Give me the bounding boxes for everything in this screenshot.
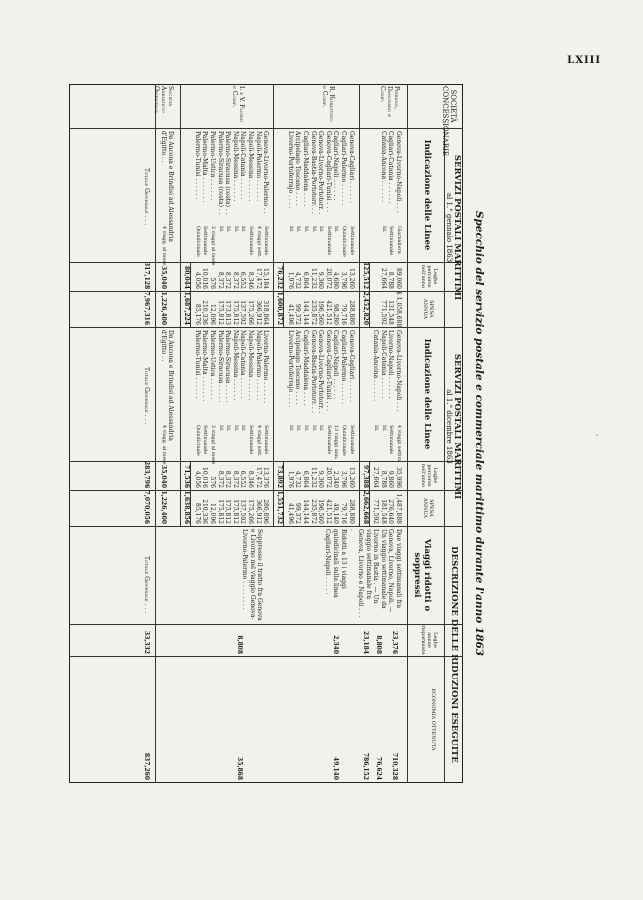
group3-leghe: 6,552: [239, 271, 247, 289]
group2-line-name: Cagliari-Palermo . . . . . .: [340, 131, 347, 206]
group2-line-name: Livorno-Portoferrajo . . . .: [286, 330, 294, 408]
group2-spesa: 79,716: [340, 503, 347, 524]
row-rule: [190, 262, 191, 327]
group2-leghe: 11,232: [309, 268, 317, 289]
group2-frequency: Quindicinale: [341, 425, 346, 456]
group2-frequency: Settimanale: [325, 226, 331, 256]
group2-line-name: Cagliari-Maddalena . . . .: [302, 330, 309, 406]
group2-leghe: 4,680: [332, 271, 340, 289]
society-header: SOCIETÀ CONCESSIONARIE: [440, 86, 457, 156]
group2-line-name: Genova-Bastia-Portotorr. . .: [309, 131, 317, 214]
group3-leghe: 8,372: [231, 470, 239, 488]
group3-line-name: Napoli-Palermo . . . . . .: [254, 131, 262, 202]
group1-leghe: 9,860: [387, 470, 395, 488]
group2-frequency: Id.: [318, 226, 324, 233]
group1-spesa: 771,592: [379, 300, 387, 325]
group1-frequency: Giornaliera: [396, 226, 401, 254]
group2-spesa: 98,280: [332, 304, 340, 325]
group3-line-name: Palermo-Siracusa (costa) . .: [224, 131, 232, 215]
group2-leghe: 11,232: [309, 467, 317, 488]
group1-line-name: Catania-Ancona . . . . . .: [379, 131, 387, 203]
group1-line-name: Livorno-Napoli . . . . . .: [387, 330, 395, 399]
group1-frequency: Id.: [380, 226, 386, 233]
group2-leghe: 1,976: [286, 271, 294, 289]
group2-frequency: Settimanale: [348, 226, 354, 256]
row-rule: [273, 84, 274, 526]
group3-leghe: 8,372: [231, 271, 239, 289]
group3-leghe: 17,472: [254, 268, 262, 289]
group3-line-name: Palermo-Ustica . . . . . .: [209, 330, 216, 400]
left-leghe-header: Leghe percorse nell'anno: [420, 264, 438, 289]
group2-leghe: 4,732: [294, 271, 302, 289]
group2-total-spesa: 1,600,872: [276, 291, 284, 325]
group3-line-name: Livorno-Palermo . . . . . .: [262, 330, 270, 404]
group3-line-name: Napoli-Messina . . . . . .: [247, 131, 254, 202]
row-rule: [444, 526, 445, 783]
reduction-note: Ridotti a 13 i viaggi quindicinali sulla linea Cagliari-Napoli . . . . .: [324, 529, 347, 598]
group2-spesa: 99,372: [294, 503, 302, 524]
group3-leghe: 8,372: [224, 271, 232, 289]
group3-spesa: 210,336: [201, 499, 209, 524]
left-lines-header: Indicazione delle Linee: [422, 139, 432, 251]
group3-frequency: Id.: [232, 226, 238, 233]
reductions-header: DESCRIZIONE DELLE RIDUZIONI ESEGUITE: [449, 546, 459, 763]
group2-spesa: 41,496: [286, 304, 294, 325]
group2-frequency: Settimanale: [325, 425, 331, 455]
group4-right-spesa: 1,226,400: [160, 490, 168, 524]
group1-spesa: 131,548: [387, 300, 395, 325]
group3-spesa: 175,266: [247, 300, 254, 325]
left-spesa-header: SPESA ANNUA: [422, 298, 434, 320]
group3-frequency: Id.: [232, 425, 238, 432]
group2-spesa: 235,872: [309, 300, 317, 325]
group3-frequency: Quindicinale: [194, 226, 200, 257]
group3-spesa: 175,812: [216, 300, 224, 325]
group3-total-spesa: 1,687,224: [183, 291, 191, 325]
reduction-leghe: 2,340: [331, 635, 339, 654]
group2-spesa: 235,872: [309, 499, 317, 524]
group2-frequency: Id.: [318, 425, 324, 432]
group3-leghe: 8,372: [216, 470, 224, 488]
reduction-note: Due viaggi settimanali fra Genova, Livorno, Napoli. — Un viaggio settimanale da Livorno in Bastia . — Un viaggio settimanale fra Genova, Livorno e Napoli . . . .: [349, 529, 402, 618]
group3-frequency: 4 viaggi sett.: [255, 425, 261, 457]
group2-frequency: Id.: [303, 226, 308, 233]
group3-spesa: 12,096: [209, 304, 216, 325]
group1-frequency: Id.: [373, 425, 379, 432]
group3-spesa: 175,812: [216, 499, 224, 524]
group2-line-name: Genova-Bastia-Portotorr. . .: [309, 330, 317, 413]
group4-frequency: 4 viagg. al mese: [161, 226, 167, 266]
group2-spesa: 421,512: [324, 499, 332, 524]
group2-leghe: 2,340: [332, 470, 340, 488]
group2-total-leghe: 73,892: [276, 465, 284, 488]
group1-leghe: 89,060: [395, 268, 402, 289]
group2-line-name: Genova-Cagliari . . . . . .: [347, 330, 355, 402]
group3-frequency: Settimanale: [202, 425, 208, 455]
group2-frequency: Id.: [310, 226, 316, 233]
group3-leghe: 8,372: [224, 470, 232, 488]
row-rule: [180, 84, 181, 526]
society-name: Peirano, Danovaro e Comp.: [379, 86, 400, 118]
group1-total-leghe: 125,512: [361, 262, 369, 290]
page-number: LXIII: [567, 55, 601, 66]
group4-line-name: Da Ancona e Brindisi ad Alessandria d'Egitto . .: [159, 131, 175, 242]
reduction-economia: 710,328: [391, 752, 398, 780]
group3-frequency: Quindicinale: [194, 425, 200, 456]
group2-line-name: Arcipelago Toscano . . . .: [294, 330, 302, 405]
group2-spesa: 144,144: [302, 300, 309, 325]
group2-spesa: 49,140: [332, 503, 340, 524]
group2-line-name: Arcipelago Toscano . . . .: [294, 131, 302, 206]
group3-frequency: Settimanale: [248, 425, 253, 455]
group3-frequency: Settimanale: [248, 226, 253, 256]
group4-right-leghe: 35,040: [160, 465, 168, 488]
group2-leghe: 3,796: [340, 470, 347, 488]
group2-spesa: 288,880: [347, 499, 355, 524]
group3-frequency: Id.: [225, 226, 231, 233]
group3-leghe: 15,184: [262, 268, 270, 289]
group2-line-name: Cagliari-Maddalena . . . .: [302, 131, 309, 207]
column-rule: [69, 526, 463, 527]
group3-line-name: Napoli-Palermo . . . . . .: [254, 330, 262, 401]
row-rule: [369, 262, 370, 327]
group3-line-name: Palermo-Malta . . . . . . .: [201, 330, 209, 402]
group2-spesa: 41,496: [286, 503, 294, 524]
group2-spesa: 196,560: [317, 499, 325, 524]
group2-spesa: 288,880: [347, 300, 355, 325]
group3-spesa: 366,912: [254, 300, 262, 325]
group3-spesa: 85,176: [193, 304, 201, 325]
group3-frequency: Id.: [240, 425, 246, 432]
group3-spesa: 175,812: [224, 499, 232, 524]
group2-spesa: 79,716: [340, 304, 347, 325]
reduction-economia: 49,140: [331, 757, 339, 780]
society-name: I. e V. Florio e Comp.: [231, 86, 246, 123]
row-rule: [283, 262, 284, 327]
group3-leghe: 13,376: [262, 467, 270, 488]
reduction-economia: 837,260: [143, 752, 151, 780]
group3-line-name: Palermo-Tunisi . . . . . .: [193, 131, 201, 200]
group1-leghe: 8,788: [387, 271, 395, 289]
group1-line-name: Cagliari-Catania . . . . . .: [387, 131, 395, 204]
group2-total-leghe: 76,232: [276, 266, 284, 289]
group2-total-spesa: 1,551,732: [276, 490, 284, 524]
group2-leghe: 9,360: [317, 470, 325, 488]
group3-total-leghe: 80,044: [183, 266, 191, 289]
group3-line-name: Genova-Livorno-Palermo . .: [262, 131, 270, 214]
group3-spesa: 173,813: [224, 300, 232, 325]
group2-line-name: Genova-Cagliari . . . . . .: [347, 131, 355, 203]
right-grand-total-spesa: 7,070,056: [143, 490, 151, 524]
right-leghe-header: Leghe percorse nell'anno: [420, 463, 438, 488]
group2-leghe: 4,732: [294, 470, 302, 488]
column-rule: [69, 128, 463, 129]
group2-leghe: 13,260: [347, 268, 355, 289]
reductions-viaggi-header: Viaggi ridotti o soppressi: [412, 538, 432, 612]
group3-frequency: Id.: [217, 425, 223, 432]
table-title: Specchio del servizio postale e commerciale marittimo durante l'anno 1863: [473, 210, 485, 657]
group2-frequency: Id.: [303, 425, 308, 432]
group3-line-name: Napoli-Messina . . . . . .: [231, 330, 239, 401]
group2-leghe: 6,864: [302, 470, 309, 488]
group1-leghe: 8,788: [379, 470, 387, 488]
group2-frequency: Id.: [287, 226, 293, 233]
group3-frequency: Id.: [217, 226, 223, 233]
group4-right-frequency: 4 viagg. al mese: [161, 425, 167, 465]
group3-spesa: 85,176: [193, 503, 201, 524]
group3-line-name: Palermo-Siracusa (costa) . .: [216, 131, 224, 215]
group2-spesa: 144,144: [302, 499, 309, 524]
group2-leghe: 6,864: [302, 271, 309, 289]
group1-leghe: 35,996: [395, 467, 402, 488]
group1-total-spesa: 2,662,668: [361, 490, 369, 524]
group3-frequency: Settimanale: [202, 226, 208, 256]
right-section-header: SERVIZI POSTALI MARITTIMI: [452, 353, 462, 500]
group3-leghe: 8,346: [247, 470, 254, 488]
group1-spesa: 771,592: [372, 499, 380, 524]
group2-leghe: 20,072: [324, 268, 332, 289]
rotated-table-page: [69, 84, 643, 780]
group2-frequency: Id.: [295, 226, 301, 233]
group1-total-leghe: 97,388: [361, 465, 369, 488]
group1-line-name: Genova-Livorno-Napoli . . .: [395, 131, 402, 213]
group2-frequency: Id.: [333, 226, 339, 233]
group2-line-name: Cagliari-Napoli . . . . . .: [332, 131, 340, 201]
group2-spesa: 421,512: [324, 300, 332, 325]
reduction-leghe: 23,184: [361, 631, 369, 654]
row-rule: [155, 84, 156, 783]
group1-leghe: 27,664: [372, 467, 380, 488]
row-rule: [359, 84, 360, 526]
group3-spesa: 175,812: [231, 300, 239, 325]
left-section-header: SERVIZI POSTALI MARITTIMI: [452, 154, 462, 301]
reduction-leghe: 33,332: [143, 631, 151, 654]
group3-frequency: Settimanale: [263, 226, 269, 256]
reduction-leghe: 8,808: [236, 635, 244, 654]
group2-leghe: 9,360: [317, 271, 325, 289]
table-sheet: [69, 84, 485, 783]
group1-spesa: 181,548: [379, 499, 387, 524]
group3-leghe: 4,056: [193, 271, 201, 289]
group3-line-name: Palermo-Ustica . . . . . .: [209, 131, 216, 201]
group1-frequency: 4 viaggi settim.: [396, 425, 401, 463]
society-name: R. Rubattino e Comp.: [320, 86, 335, 122]
group2-leghe: 1,976: [286, 470, 294, 488]
column-rule: [69, 656, 463, 657]
right-spesa-header: SPESA ANNUA: [422, 497, 434, 519]
group3-line-name: Napoli-Messina . . . . . .: [231, 131, 239, 202]
group2-frequency: 13 viaggi ann.: [333, 425, 339, 460]
reductions-economia-header: ECONOMIA OTTENUTA: [430, 688, 436, 751]
reduction-leghe: 8,808: [375, 635, 382, 654]
group3-line-name: Palermo-Siracusa . . . . .: [224, 330, 232, 403]
group2-frequency: Settimanale: [348, 425, 354, 455]
group1-frequency: Id.: [380, 425, 386, 432]
group2-frequency: Quindicinale: [341, 226, 346, 257]
right-lines-header: Indicazione delle Linee: [422, 338, 432, 450]
group2-leghe: 13,260: [347, 467, 355, 488]
group3-frequency: Id.: [240, 226, 246, 233]
group1-line-name: Genova-Livorno-Napoli . . .: [395, 330, 402, 412]
reductions-leghe-header: Leghe annue risparmiate: [420, 625, 438, 655]
reductions-total-label: Totale Generale . . .: [143, 556, 151, 614]
group1-spesa: 1,487,888: [395, 493, 402, 524]
right-section-subheader: al 1.° dicembre 1863: [445, 389, 453, 464]
group3-line-name: Palermo-Malta . . . . . . .: [201, 131, 209, 203]
group4-spesa: 1,226,400: [160, 291, 168, 325]
group3-spesa: 137,592: [239, 499, 247, 524]
group3-frequency: 2 viaggi al mese: [210, 226, 215, 266]
group3-frequency: Id.: [225, 425, 231, 432]
group1-line-name: Catania-Ancona . . . . . .: [372, 330, 380, 402]
group3-leghe: 10,016: [201, 268, 209, 289]
group1-frequency: Settimanale: [388, 226, 394, 256]
group3-line-name: Napoli-Catania . . . . . .: [239, 330, 247, 399]
group2-frequency: Id.: [310, 425, 316, 432]
group3-frequency: 2 viaggi al mese: [210, 425, 215, 465]
group2-line-name: Genova-Livorno-Portotorr. .: [317, 131, 325, 215]
group4-right-line-name: Da Ancona e Brindisi ad Alessandria d'Egitto . .: [159, 330, 175, 441]
group3-leghe: 6,552: [239, 470, 247, 488]
group3-spesa: 175,812: [231, 499, 239, 524]
group1-total-spesa: 2,452,820: [361, 291, 369, 325]
right-grand-total-leghe: 283,796: [143, 461, 151, 489]
group3-leghe: 8,346: [247, 271, 254, 289]
left-section-subheader: al 1.° gennaio 1863: [445, 192, 453, 263]
column-rule: [69, 624, 463, 625]
group2-line-name: Cagliari-Palermo . . . . . .: [340, 330, 347, 405]
group2-leghe: 3,796: [340, 271, 347, 289]
group3-total-leghe: 71,536: [183, 465, 191, 488]
group1-frequency: Settimanale: [388, 425, 394, 455]
group2-frequency: Id.: [287, 425, 293, 432]
group2-leghe: 20,072: [324, 467, 332, 488]
reduction-note: Soppresso il tratto fra Genova e Livorno nel viaggio Genova-Livorno-Palermo . . . . . . . .: [241, 529, 264, 621]
group2-line-name: Genova-Cagliari-Tunisi . . .: [324, 330, 332, 411]
group2-line-name: Livorno-Portoferrajo . . . .: [286, 131, 294, 209]
group3-line-name: Palermo-Tunisi . . . . . .: [193, 330, 201, 399]
group3-spesa: 12,096: [209, 503, 216, 524]
group1-line-name: Napoli-Catania . . . . . .: [379, 330, 387, 399]
grand-total-label: Totale Generale . . .: [143, 168, 151, 226]
grand-total-leghe: 317,128: [143, 262, 151, 290]
group3-leghe: 576: [209, 476, 216, 488]
group1-leghe: 27,664: [379, 268, 387, 289]
group3-leghe: 4,056: [193, 470, 201, 488]
stray-mark: ′: [596, 434, 599, 445]
column-rule: [69, 327, 463, 328]
group1-spesa: $ 1,058,688: [395, 291, 402, 328]
group3-leghe: 576: [209, 277, 216, 289]
reduction-economia: 35,868: [236, 757, 244, 780]
group3-spesa: 366,912: [254, 499, 262, 524]
group3-line-name: Napoli-Messina . . . . . .: [247, 330, 254, 401]
right-grand-total-label: Totale Generale . . .: [143, 367, 151, 425]
group3-leghe: 17,472: [254, 467, 262, 488]
group3-spesa: 175,266: [247, 499, 254, 524]
group3-frequency: 4 viaggi sett.: [255, 226, 261, 258]
group2-spesa: 196,560: [317, 300, 325, 325]
row-rule: [190, 461, 191, 526]
group2-frequency: Id.: [295, 425, 301, 432]
group2-spesa: 99,372: [294, 304, 302, 325]
group2-line-name: Cagliari-Napoli . . . . . .: [332, 330, 340, 400]
row-rule: [407, 84, 408, 783]
group3-leghe: 8,372: [216, 271, 224, 289]
row-rule: [283, 461, 284, 526]
grand-total-spesa: 7,967,316: [143, 291, 151, 325]
group3-line-name: Napoli-Catania . . . . . .: [239, 131, 247, 200]
group3-spesa: 210,336: [201, 300, 209, 325]
group3-line-name: Palermo-Siracusa . . . . .: [216, 330, 224, 403]
group4-leghe: 35,040: [160, 266, 168, 289]
group3-spesa: 280,896: [262, 499, 270, 524]
group3-spesa: 318,864: [262, 300, 270, 325]
group1-spesa: 276,640: [387, 499, 395, 524]
reduction-economia: 76,624: [375, 757, 382, 780]
group3-frequency: Settimanale: [263, 425, 269, 455]
reduction-economia: 786,152: [361, 752, 369, 780]
group3-leghe: 10,016: [201, 467, 209, 488]
group2-line-name: Genova-Cagliari-Tunisi . . .: [324, 131, 332, 212]
group2-line-name: Genova-Livorno-Portotorr. .: [317, 330, 325, 414]
reduction-leghe: 23,376: [391, 631, 398, 654]
group3-spesa: 137,592: [239, 300, 247, 325]
row-rule: [369, 461, 370, 526]
society-name: Società Adriatico-Orientale: [153, 86, 175, 114]
group3-total-spesa: 1,638,856: [183, 490, 191, 524]
